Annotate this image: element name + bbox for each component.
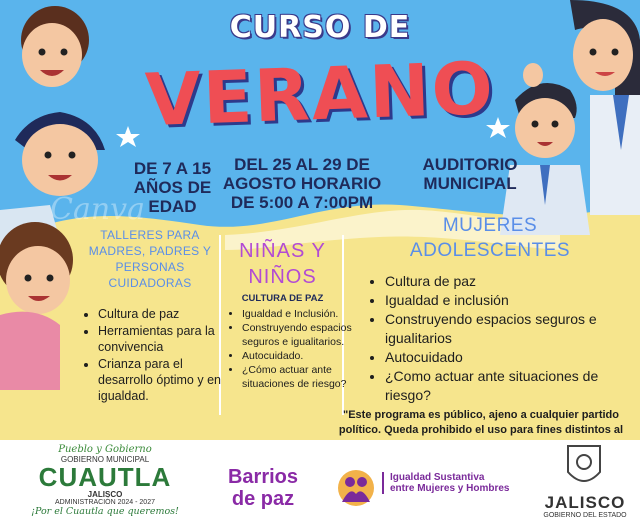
cuautla-state: JALISCO <box>87 490 123 499</box>
jalisco-sub: GOBIERNO DEL ESTADO <box>543 512 627 519</box>
list-item: • ¿Cómo actuar ante situaciones de riesgo? <box>242 363 359 391</box>
jalisco-shield-icon <box>562 442 606 492</box>
list-item: • Igualdad e Inclusión. <box>242 307 359 321</box>
list-item: • Cultura de paz <box>98 306 238 322</box>
list-item: • Construyendo espacios seguros e igualitarios <box>385 310 640 348</box>
list-item: • Herramientas para la convivencia <box>98 323 238 355</box>
title-line-2: VERANO <box>143 45 497 143</box>
legal-notice: "Este programa es público, ajeno a cualquier partido político. Queda prohibido el uso para fines distintos al <box>338 409 624 436</box>
center-list <box>224 307 359 391</box>
list-item: • Cultura de paz <box>385 272 640 291</box>
dates-schedule: DEL 25 AL 29 DE AGOSTO HORARIO DE 5:00 A 7:00PM <box>222 155 382 212</box>
list-item: • ¿Como actuar ante situaciones de riesgo? <box>385 367 640 405</box>
title-line-1: CURSO DE <box>229 10 411 45</box>
igualdad-icon <box>336 468 376 508</box>
footer-logos <box>0 440 640 527</box>
jalisco-logo <box>540 494 630 519</box>
igualdad-line1: Igualdad Sustantiva <box>390 472 485 483</box>
jalisco-name: JALISCO <box>544 493 626 512</box>
center-heading: NIÑAS Y NIÑOS <box>239 240 326 288</box>
barrios-logo <box>213 466 313 510</box>
cuautla-admin: ADMINISTRACIÓN 2024 - 2027 <box>55 499 155 506</box>
left-list <box>80 306 238 405</box>
list-item: • Autocuidado. <box>242 349 359 363</box>
watermark: Canva <box>50 192 145 227</box>
cuautla-gov: GOBIERNO MUNICIPAL <box>60 455 150 464</box>
cuautla-name: CUAUTLA <box>38 462 172 492</box>
list-item: • Crianza para el desarrollo óptimo y en igualdad. <box>98 356 238 404</box>
barrios-line2: de paz <box>231 488 295 510</box>
center-subheading: CULTURA DE PAZ <box>241 293 324 304</box>
igualdad-logo <box>382 472 520 494</box>
list-item: • Construyendo espacios seguros e igualitarios. <box>242 321 359 349</box>
right-list <box>367 272 640 405</box>
cuautla-tagline: Pueblo y Gobierno <box>58 444 152 455</box>
age-range: DE 7 A 15 AÑOS DE EDAD <box>133 159 212 216</box>
list-item: • Autocuidado <box>385 348 640 367</box>
list-item: • Igualdad e inclusión <box>385 291 640 310</box>
cuautla-logo <box>10 444 200 517</box>
left-heading: TALLERES PARA MADRES, PADRES Y PERSONAS CUIDADORAS <box>88 228 212 290</box>
igualdad-line2: entre Mujeres y Hombres <box>390 483 510 494</box>
venue: AUDITORIO MUNICIPAL <box>422 155 518 193</box>
right-heading: MUJERES ADOLESCENTES <box>409 215 571 261</box>
barrios-line1: Barrios <box>227 466 299 488</box>
cuautla-slogan: ¡Por el Cuautla que queremos! <box>31 506 179 517</box>
